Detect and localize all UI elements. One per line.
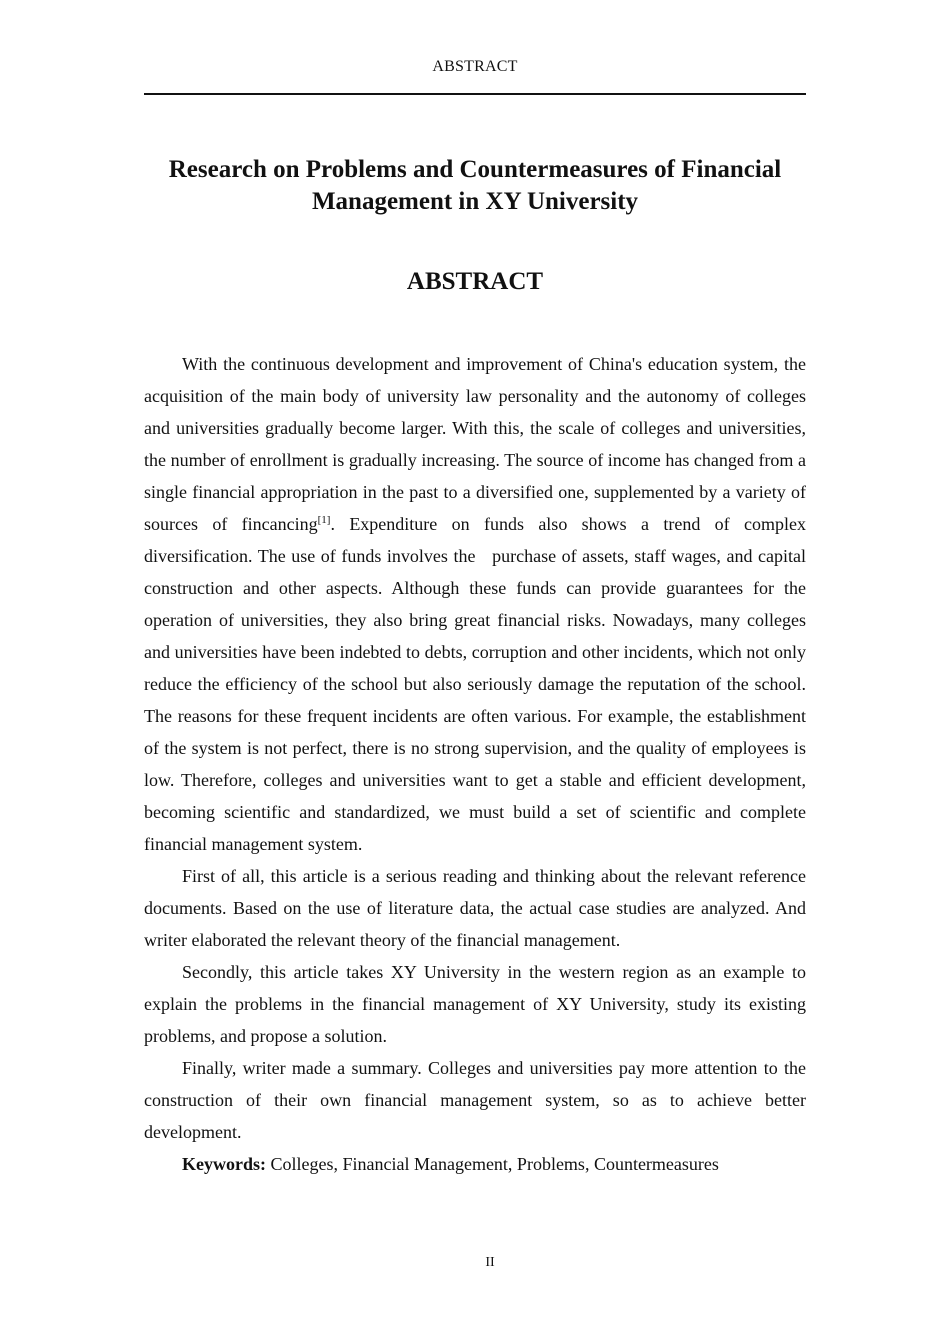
- page-number: II: [485, 1255, 495, 1270]
- paragraph-1-text-b: . Expenditure on funds also shows a trend of complex diversification. The use of funds involves the purchase of assets, staff wages, and capital construction and other aspects. Although these funds can provide guarantees for the operation of universities, they also bring great financial risks. Nowadays, many colleges and universities have been indebted to debts, corruption and other incidents, which not only reduce the efficiency of the school but also seriously damage the reputation of the school. The reasons for these frequent incidents are often various. For example, the establishment of the system is not perfect, there is no strong supervision, and the quality of employees is low. Therefore, colleges and universities want to get a stable and efficient development, becoming scientific and standardized, we must build a set of scientific and complete financial management system.: [144, 514, 806, 854]
- abstract-paragraph-1: [144, 348, 806, 860]
- abstract-paragraph-4: Finally, writer made a summary. Colleges and universities pay more attention to the construction of their own financial management system, so as to achieve better development.: [144, 1058, 806, 1142]
- keywords-label: Keywords:: [182, 1154, 266, 1174]
- citation-reference: [1]: [317, 514, 331, 526]
- abstract-heading: ABSTRACT: [406, 268, 544, 295]
- header-divider: [144, 93, 806, 95]
- running-header: ABSTRACT: [432, 58, 518, 75]
- keywords-line: [144, 1148, 806, 1180]
- abstract-paragraph-3: Secondly, this article takes XY University in the western region as an example to explain the problems in the financial management of XY University, study its existing problems, and propose a solution.: [144, 962, 806, 1046]
- paragraph-1-text-a: With the continuous development and improvement of China's education system, the acquisition of the main body of university law personality and the autonomy of colleges and universities gradually become larger. With this, the scale of colleges and universities, the number of enrollment is gradually increasing. The source of income has changed from a single financial appropriation in the past to a diversified one, supplemented by a variety of sources of fincancing: [144, 354, 806, 534]
- keywords-value: Colleges, Financial Management, Problems, Countermeasures: [270, 1154, 719, 1174]
- abstract-body: [144, 348, 806, 1180]
- abstract-paragraph-2: First of all, this article is a serious reading and thinking about the relevant reference documents. Based on the use of literature data, the actual case studies are analyzed. And writer elaborated the relevant theory of the financial management.: [144, 866, 806, 950]
- document-title: Research on Problems and Countermeasures of Financial Management in XY University: [168, 156, 782, 215]
